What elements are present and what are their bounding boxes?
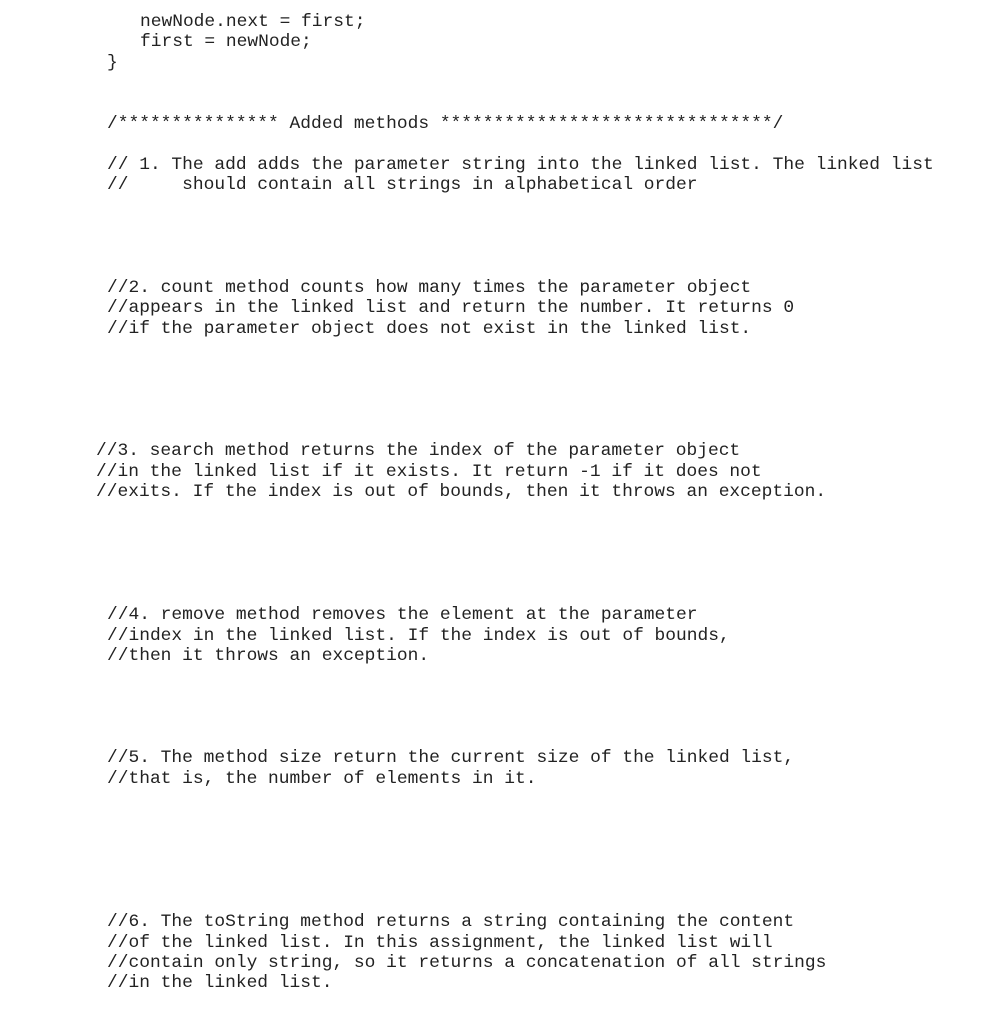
comment-line: //in the linked list if it exists. It return -1 if it does not bbox=[96, 462, 762, 482]
comment-line: //if the parameter object does not exist in the linked list. bbox=[107, 319, 752, 339]
comment-line: //exits. If the index is out of bounds, then it throws an exception. bbox=[96, 482, 827, 502]
comment-line: //contain only string, so it returns a concatenation of all strings bbox=[107, 953, 827, 973]
comment-line: // should contain all strings in alphabetical order bbox=[107, 175, 698, 195]
comment-line: //2. count method counts how many times the parameter object bbox=[107, 278, 752, 298]
comment-line: //that is, the number of elements in it. bbox=[107, 769, 537, 789]
comment-line: //appears in the linked list and return the number. It returns 0 bbox=[107, 298, 795, 318]
comment-line: // 1. The add adds the parameter string into the linked list. The linked list bbox=[107, 155, 934, 175]
comment-line: //of the linked list. In this assignment, the linked list will bbox=[107, 933, 773, 953]
comment-line: //5. The method size return the current size of the linked list, bbox=[107, 748, 795, 768]
code-line: first = newNode; bbox=[140, 32, 312, 52]
comment-line: //3. search method returns the index of the parameter object bbox=[96, 441, 741, 461]
closing-brace: } bbox=[107, 53, 118, 73]
comment-line: //6. The toString method returns a string containing the content bbox=[107, 912, 795, 932]
comment-line: //4. remove method removes the element at the parameter bbox=[107, 605, 698, 625]
section-banner-comment: /*************** Added methods *******************************/ bbox=[107, 114, 784, 134]
comment-line: //index in the linked list. If the index is out of bounds, bbox=[107, 626, 730, 646]
comment-line: //then it throws an exception. bbox=[107, 646, 430, 666]
comment-line: //in the linked list. bbox=[107, 973, 333, 993]
code-line: newNode.next = first; bbox=[140, 12, 366, 32]
